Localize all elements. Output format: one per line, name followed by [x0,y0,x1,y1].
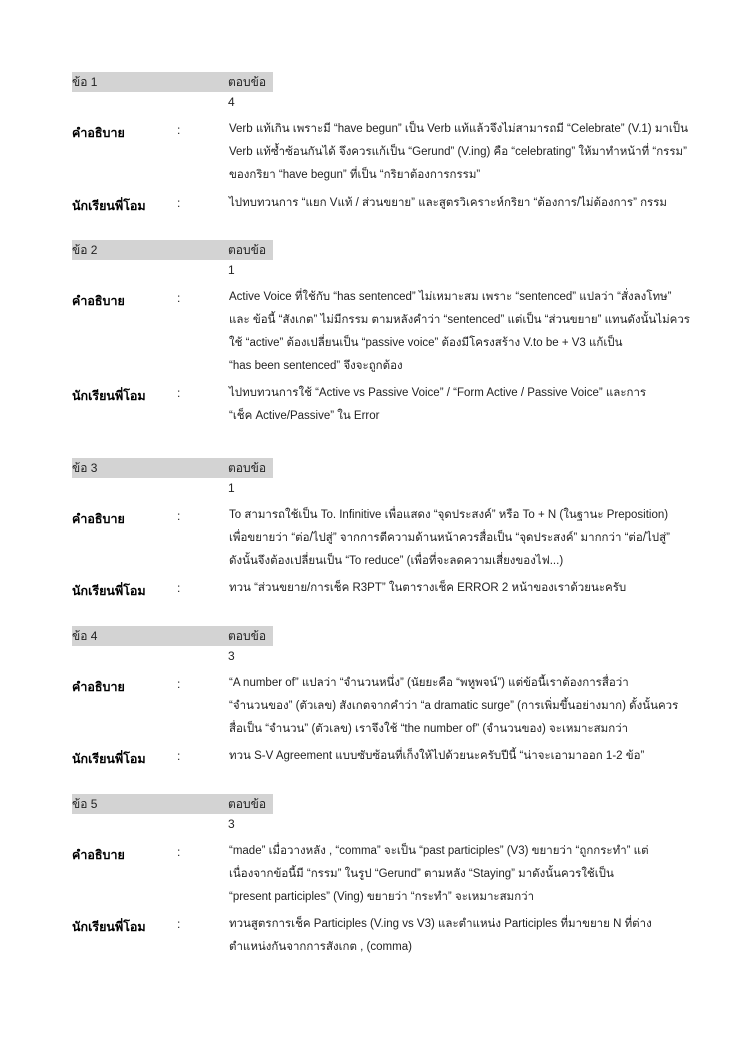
question-number: ข้อ 5 [72,797,98,811]
tip-line: ไปทบทวนการ “แยก Vแท้ / ส่วนขยาย” และสูตรวิเคราะห์กริยา “ต้องการ/ไม่ต้องการ” กรรม [229,197,667,209]
explanation-line: Verb แท้เกิน เพราะมี “have begun” เป็น Verb แท้แล้วจึงไม่สามารถมี “Celebrate” (V.1) มาเป็น [229,123,688,135]
tip-label: นักเรียนพี่โอม [72,752,146,766]
colon: : [177,196,181,210]
explanation-line: ดังนั้นจึงต้องเปลี่ยนเป็น “To reduce” (เพื่อที่จะลดความเสี่ยงของไฟ...) [229,555,564,567]
explanation-label: คำอธิบาย [72,512,125,526]
tip-label: นักเรียนพี่โอม [72,920,146,934]
explanation-line: เพื่อขยายว่า “ต่อ/ไปสู่” จากการตีความด้านหน้าควรสื่อเป็น “จุดประสงค์” มากกว่า “ต่อ/ไปสู่” [229,532,670,544]
explanation-line: To สามารถใช้เป็น To. Infinitive เพื่อแสดง “จุดประสงค์” หรือ To + N (ในฐานะ Preposition) [229,509,669,521]
explanation-line: “present participles” (Ving) ขยายว่า “กระทำ” จะเหมาะสมกว่า [229,891,535,903]
tip-label: นักเรียนพี่โอม [72,584,146,598]
explanation-text [229,118,699,187]
explanation-text [229,672,699,741]
explanation-line: “A number of” แปลว่า “จำนวนหนึ่ง” (นัยยะคือ “พหูพจน์”) แต่ข้อนี้เราต้องการสื่อว่า [229,677,629,689]
explanation-text [229,504,699,573]
answer-choice: ตอบข้อ 3 [228,797,267,831]
explanation-label: คำอธิบาย [72,680,125,694]
question-header-bar [72,458,273,495]
explanation-text [229,840,699,909]
answer-choice: ตอบข้อ 3 [228,629,267,663]
explanation-line: Active Voice ที่ใช้กับ “has sentenced” ไม่เหมาะสม เพราะ “sentenced” แปลว่า “สั่งลงโทษ” [229,291,672,303]
explanation-label: คำอธิบาย [72,848,125,862]
answer-choice: ตอบข้อ 4 [228,75,267,109]
tip-text [229,913,699,959]
question-number: ข้อ 4 [72,629,98,643]
tip-text [229,745,699,768]
explanation-label: คำอธิบาย [72,294,125,308]
explanation-line: เนื่องจากข้อนี้มี “กรรม” ในรูป “Gerund” ตามหลัง “Staying” มาดังนั้นควรใช้เป็น [229,868,614,880]
colon: : [177,581,181,595]
explanation-line: สื่อเป็น “จำนวน” (ตัวเลข) เราจึงใช้ “the number of” (จำนวนของ) จะเหมาะสมกว่า [229,723,629,735]
colon: : [177,386,181,400]
colon: : [177,749,181,763]
tip-text [229,577,699,600]
answer-choice: ตอบข้อ 1 [228,461,267,495]
colon: : [177,509,181,523]
tip-text [229,192,699,215]
explanation-line: ของกริยา “have begun” ที่เป็น “กริยาต้องการกรรม” [229,169,481,181]
question-header-bar [72,240,273,277]
explanation-line: ใช้ “active” ต้องเปลี่ยนเป็น “passive voice” ต้องมีโครงสร้าง V.to be + V3 แก้เป็น [229,337,623,349]
colon: : [177,123,181,137]
colon: : [177,291,181,305]
tip-line: “เช็ค Active/Passive” ใน Error [229,410,380,422]
explanation-label: คำอธิบาย [72,126,125,140]
tip-line: ไปทบทวนการใช้ “Active vs Passive Voice” / “Form Active / Passive Voice” และการ [229,387,647,399]
explanation-line: “จำนวนของ” (ตัวเลข) สังเกตจากคำว่า “a dramatic surge” (การเพิ่มขึ้นอย่างมาก) ดั้งนั้นควร [229,700,679,712]
colon: : [177,677,181,691]
tip-text [229,382,699,428]
question-header-bar [72,72,273,109]
question-header-bar [72,794,273,831]
colon: : [177,845,181,859]
tip-line: ทวน S-V Agreement แบบซับซ้อนที่เก็งให้ไปด้วยนะครับปีนี้ “น่าจะเอามาออก 1-2 ข้อ” [229,750,645,762]
explanation-line: “made” เมื่อวางหลัง , “comma” จะเป็น “past participles” (V3) ขยายว่า “ถูกกระทำ” แต่ [229,845,649,857]
question-number: ข้อ 2 [72,243,98,257]
question-number: ข้อ 3 [72,461,98,475]
tip-line: ตำแหน่งกันจากการสังเกต , (comma) [229,941,412,953]
explanation-line: “has been sentenced” จึงจะถูกต้อง [229,360,403,372]
tip-label: นักเรียนพี่โอม [72,389,146,403]
question-number: ข้อ 1 [72,75,98,89]
tip-label: นักเรียนพี่โอม [72,199,146,213]
tip-line: ทวน “ส่วนขยาย/การเช็ค R3PT” ในตารางเช็ค ERROR 2 หน้าของเราด้วยนะครับ [229,582,627,594]
explanation-line: Verb แท้ซ้ำซ้อนกันได้ จึงควรแก้เป็น “Gerund” (V.ing) คือ “celebrating” ให้มาทำหน้าที่ “กรรม” [229,146,687,158]
tip-line: ทวนสูตรการเช็ค Participles (V.ing vs V3) และตำแหน่ง Participles ที่มาขยาย N ที่ต่าง [229,918,652,930]
explanation-text [229,286,699,378]
answer-choice: ตอบข้อ 1 [228,243,267,277]
explanation-line: และ ข้อนี้ “สังเกต” ไม่มีกรรม ตามหลังคำว่า “sentenced” แต่เป็น “ส่วนขยาย” แทนดังนั้นไม่ควร [229,314,690,326]
colon: : [177,917,181,931]
question-header-bar [72,626,273,663]
